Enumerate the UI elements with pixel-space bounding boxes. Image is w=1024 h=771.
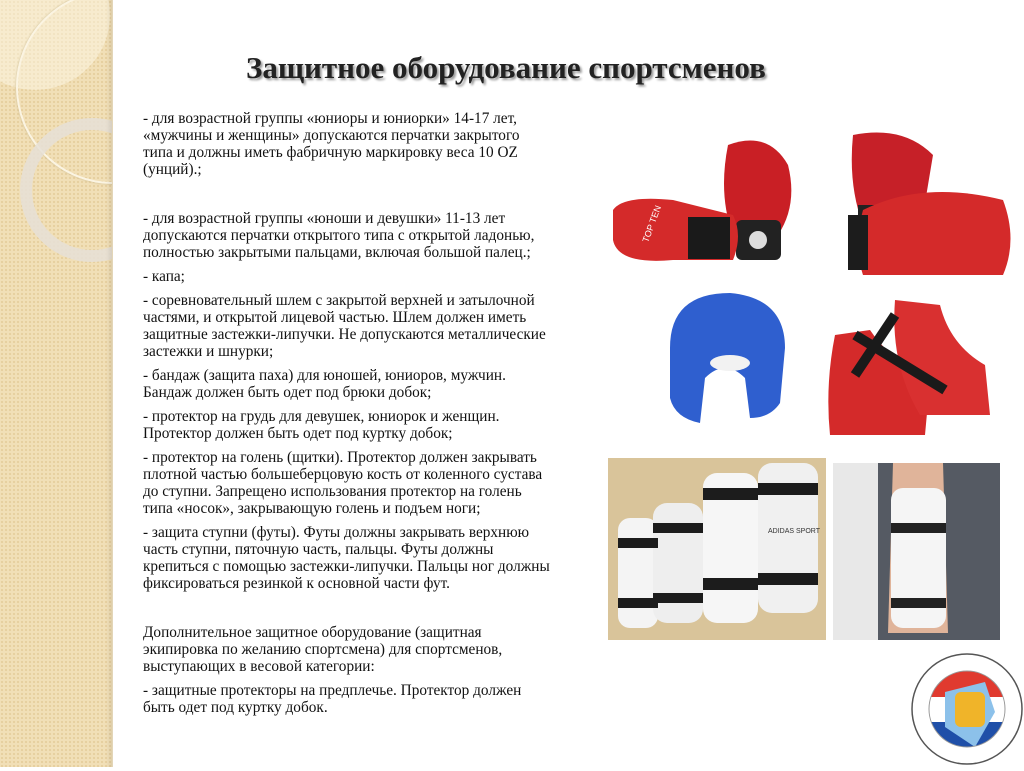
text-line: Протектор должен быть одет под куртку добок; <box>143 425 453 442</box>
text-line: фиксироваться резинкой к основной части фут. <box>143 575 450 592</box>
open-gloves-image <box>838 125 1020 285</box>
text-paragraph <box>143 292 613 360</box>
text-line: - для возрастной группы «юниоры и юниорки» 14-17 лет, <box>143 110 517 127</box>
text-line: экипировка по желанию спортсмена) для спортсменов, <box>143 641 503 658</box>
spacer <box>143 185 613 210</box>
slide-title: Защитное оборудование спортсменов <box>246 50 766 85</box>
text-paragraph <box>143 682 613 716</box>
text-paragraph <box>143 367 613 401</box>
text-line: типа «носок», закрывающую голень и подъем ноги; <box>143 500 481 517</box>
text-line: плотной частью большеберцовую кость от коленного сустава <box>143 466 543 483</box>
text-line: - защитные протекторы на предплечье. Протектор должен <box>143 682 522 699</box>
text-line: быть одет под куртку добок. <box>143 699 328 716</box>
text-line: - соревновательный шлем с закрытой верхней и затылочной <box>143 292 535 309</box>
text-line: Дополнительное защитное оборудование (защитная <box>143 624 482 641</box>
brand-label: ADIDAS SPORT <box>768 528 820 535</box>
helmet-image <box>655 288 790 426</box>
text-paragraph <box>143 449 613 517</box>
text-line: допускаются перчатки открытого типа с открытой ладонью, <box>143 227 535 244</box>
text-line: - для возрастной группы «юноши и девушки» 11-13 лет <box>143 210 506 227</box>
slide-body-text <box>143 110 613 723</box>
text-paragraph <box>143 268 613 285</box>
spacer <box>143 599 613 624</box>
text-line: типа и должны иметь фабричную маркировку веса 10 OZ <box>143 144 518 161</box>
text-paragraph <box>143 524 613 592</box>
text-paragraph <box>143 624 613 675</box>
text-paragraph <box>143 210 613 261</box>
text-line: выступающих в весовой категории: <box>143 658 375 675</box>
text-line: (унций).; <box>143 161 202 178</box>
decorative-sidebar <box>0 0 113 767</box>
text-line: полностью закрытыми пальцами, включая большой палец.; <box>143 244 531 261</box>
text-paragraph <box>143 408 613 442</box>
text-line: - протектор на грудь для девушек, юниорок и женщин. <box>143 408 500 425</box>
text-line: «мужчины и женщины» допускаются перчатки закрытого <box>143 127 520 144</box>
leg-guard-image <box>833 463 1000 640</box>
text-line: защитные застежки-липучки. Не допускаются металлические <box>143 326 546 343</box>
text-line: Бандаж должен быть одет под брюки добок; <box>143 384 432 401</box>
text-line: крепиться с помощью застежки-липучки. Пальцы ног должны <box>143 558 550 575</box>
text-line: - защита ступни (футы). Футы должны закрывать верхнюю <box>143 524 530 541</box>
text-line: - протектор на голень (щитки). Протектор должен закрывать <box>143 449 537 466</box>
text-line: застежки и шнурки; <box>143 343 274 360</box>
foot-protectors-image <box>825 295 995 440</box>
text-line: часть ступни, пяточную часть, пальцы. Футы должны <box>143 541 494 558</box>
brand-label: TOP TEN <box>640 204 664 244</box>
text-paragraph <box>143 110 613 178</box>
federation-logo <box>910 652 1024 766</box>
text-line: - бандаж (защита паха) для юношей, юниоров, мужчин. <box>143 367 506 384</box>
shin-guards-image <box>608 458 826 640</box>
text-line: - капа; <box>143 268 185 285</box>
text-line: частями, и открытой лицевой частью. Шлем должен иметь <box>143 309 527 326</box>
text-line: до ступни. Запрещено использования протектор на голень <box>143 483 522 500</box>
closed-gloves-image <box>608 125 826 275</box>
